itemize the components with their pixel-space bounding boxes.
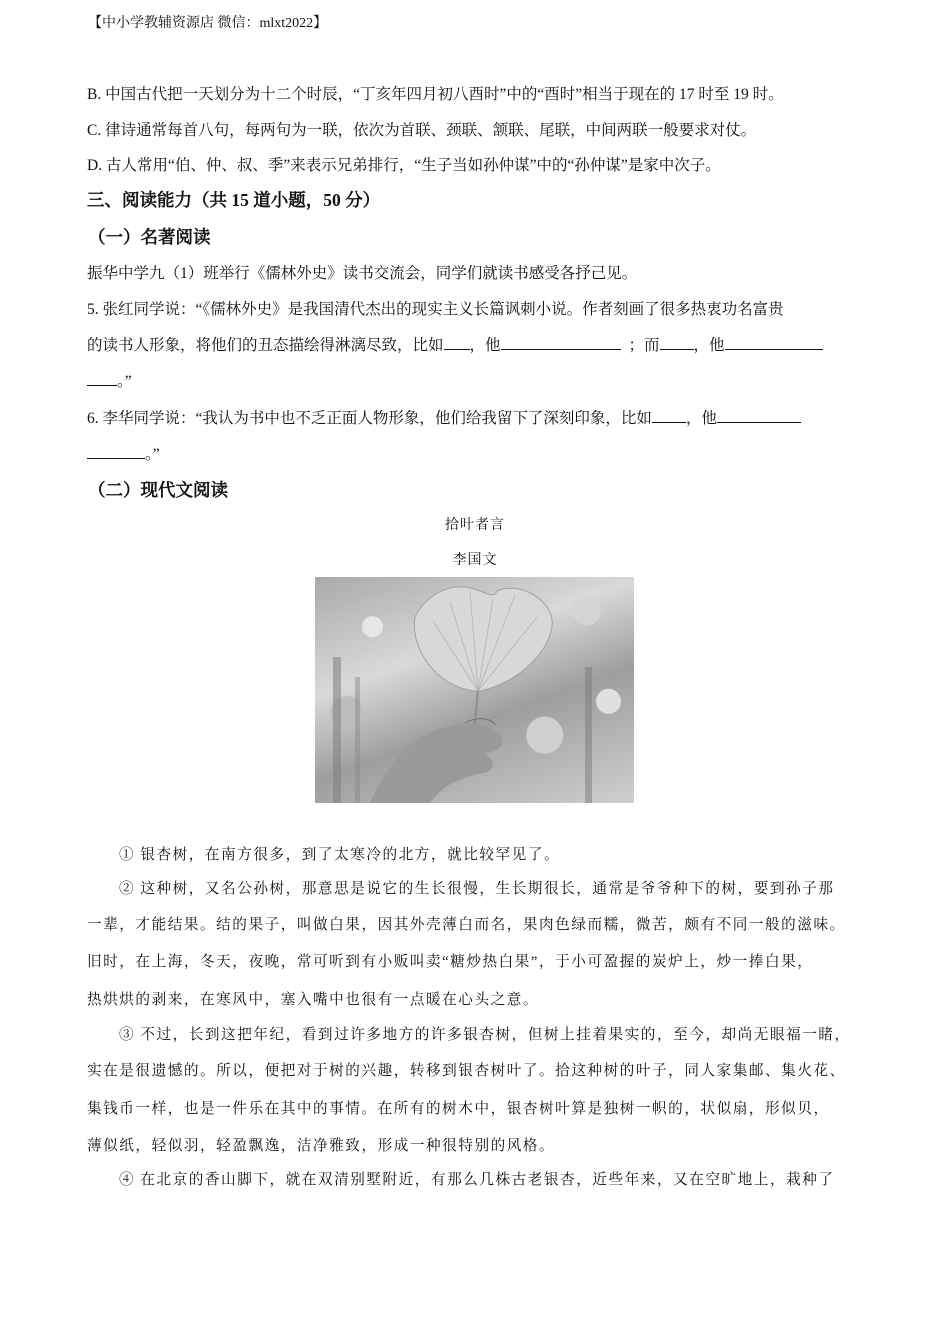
option-b: B. 中国古代把一天划分为十二个时辰，“丁亥年四月初八酉时”中的“酉时”相当于现在的 17 时至 19 时。	[87, 86, 784, 103]
option-d: D. 古人常用“伯、仲、叔、季”来表示兄弟排行，“生子当如孙仲谋”中的“孙仲谋”是家中次子。	[87, 157, 721, 174]
paragraph-3-line2: 实在是很遗憾的。所以，便把对于树的兴趣，转移到银杏树叶了。拾这种树的叶子，同人家集邮、集火花、	[87, 1063, 846, 1079]
question-5-line1: 5. 张红同学说：“《儒林外史》是我国清代杰出的现实主义长篇讽刺小说。作者刻画了很多热衷功名富贵	[87, 301, 784, 318]
answer-blank[interactable]	[444, 335, 470, 350]
paragraph-3-line4: 薄似纸，轻似羽，轻盈飘逸，洁净雅致，形成一种很特别的风格。	[87, 1138, 556, 1154]
q5-text-a: 的读书人形象，将他们的丑态描绘得淋漓尽致，比如	[87, 337, 444, 354]
paragraph-4-line1: ④ 在北京的香山脚下，就在双清别墅附近，有那么几株古老银杏，近些年来，又在空旷地上，栽种了	[119, 1172, 835, 1188]
answer-blank[interactable]	[660, 335, 694, 350]
article-author: 李国文	[452, 553, 498, 568]
paragraph-2-line4: 热烘烘的剥来，在寒风中，塞入嘴中也很有一点暖在心头之意。	[87, 992, 540, 1008]
ginkgo-leaf-photo	[315, 577, 634, 803]
question-5-line2	[87, 333, 823, 355]
question-6-line2	[87, 442, 160, 464]
subsection-title-modern: （二）现代文阅读	[88, 480, 228, 500]
intro-text: 振华中学九（1）班举行《儒林外史》读书交流会，同学们就读书感受各抒己见。	[87, 265, 638, 282]
article-title: 拾叶者言	[445, 518, 505, 533]
header-watermark: 【中小学教辅资源店 微信：mlxt2022】	[88, 16, 328, 31]
paragraph-1: ① 银杏树，在南方很多，到了太寒冷的北方，就比较罕见了。	[119, 847, 561, 863]
answer-blank[interactable]	[725, 335, 823, 350]
answer-blank[interactable]	[501, 335, 621, 350]
answer-blank[interactable]	[652, 408, 686, 423]
subsection-title-classics: （一）名著阅读	[88, 227, 211, 247]
paragraph-3-line1: ③ 不过，长到这把年纪，看到过许多地方的许多银杏树，但树上挂着果实的，至今，却尚无眼福一睹，	[119, 1027, 851, 1043]
q6-text-b: ，他	[685, 410, 717, 427]
q6-text-end: 。”	[145, 446, 160, 463]
section-title: 三、阅读能力（共 15 道小题，50 分）	[87, 190, 381, 210]
option-c: C. 律诗通常每首八句，每两句为一联，依次为首联、颈联、颔联、尾联，中间两联一般要求对仗。	[87, 122, 757, 139]
q5-text-b: ，他	[469, 337, 501, 354]
paragraph-3-line3: 集钱币一样，也是一件乐在其中的事情。在所有的树木中，银杏树叶算是独树一帜的，状似扇，形似贝，	[87, 1101, 830, 1117]
answer-blank[interactable]	[87, 444, 145, 459]
answer-blank[interactable]	[717, 408, 801, 423]
question-6-line1	[87, 406, 801, 428]
paragraph-2-line1: ② 这种树，又名公孙树，那意思是说它的生长很慢，生长期很长，通常是爷爷种下的树，要到孙子那	[119, 881, 835, 897]
q5-text-end: 。”	[117, 373, 132, 390]
answer-blank[interactable]	[87, 371, 117, 386]
ginkgo-leaf-icon	[315, 577, 634, 803]
question-5-line3	[87, 369, 132, 391]
q5-text-c: ；而	[628, 337, 660, 354]
paragraph-2-line2: 一辈，才能结果。结的果子，叫做白果，因其外壳薄白而名，果肉色绿而糯，微苦，颇有不同一般的滋味。	[87, 917, 846, 933]
q6-text-a: 6. 李华同学说：“我认为书中也不乏正面人物形象，他们给我留下了深刻印象，比如	[87, 410, 652, 427]
q5-text-d: ，他	[693, 337, 725, 354]
paragraph-2-line3: 旧时，在上海，冬天，夜晚，常可听到有小贩叫卖“糖炒热白果”，于小可盈握的炭炉上，炒一捧白果，	[87, 954, 814, 970]
